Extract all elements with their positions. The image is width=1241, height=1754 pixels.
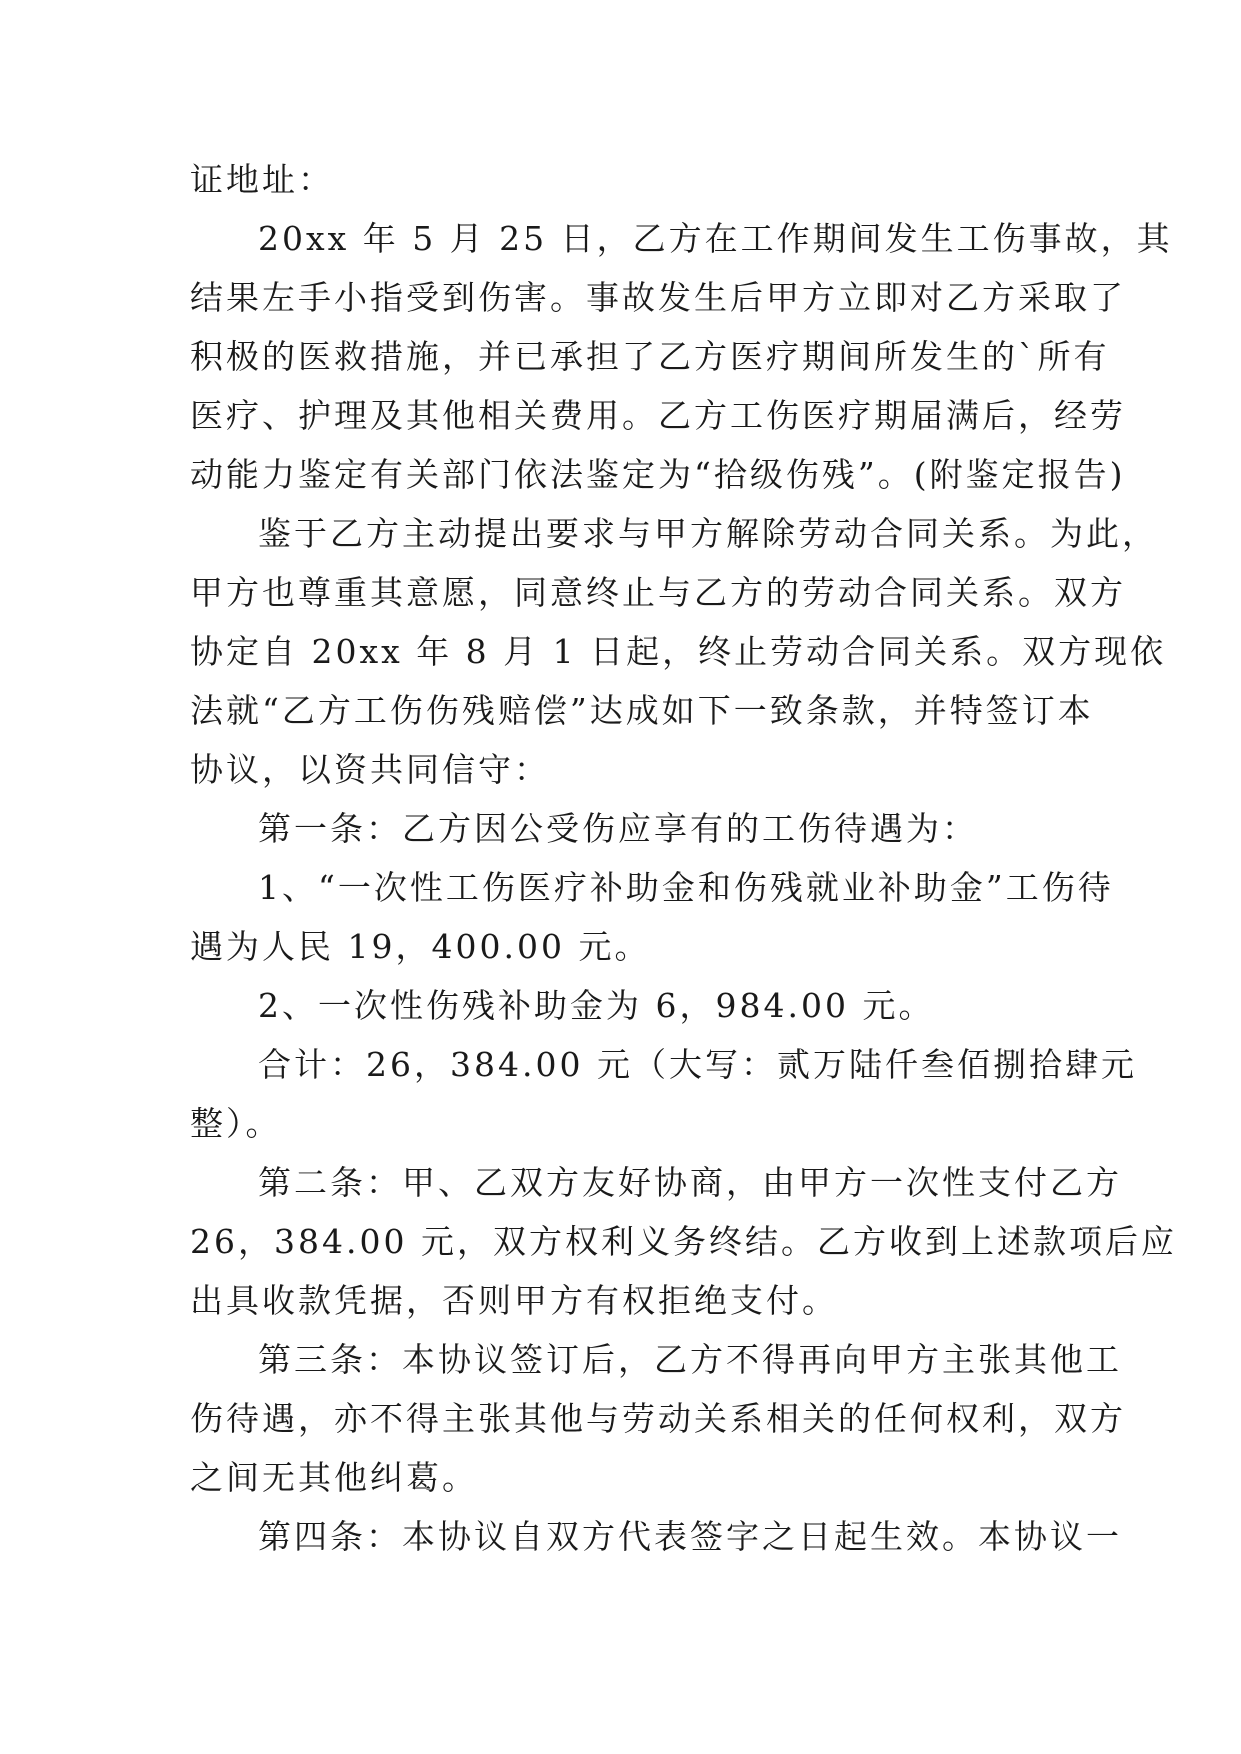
article-heading: 第二条：甲、乙双方友好协商，由甲方一次性支付乙方 (258, 1163, 1122, 1202)
text-line: 合计：26，384.00 元（大写：贰万陆仟叁佰捌拾肆元 (258, 1045, 1137, 1084)
text-line: 伤待遇，亦不得主张其他与劳动关系相关的任何权利，双方 (190, 1399, 1126, 1438)
text-line: 之间无其他纠葛。 (190, 1458, 478, 1497)
text-line: 整）。 (190, 1104, 282, 1143)
text-line: 法就“乙方工伤伤残赔偿”达成如下一致条款，并特签订本 (190, 691, 1094, 730)
article-heading: 第四条：本协议自双方代表签字之日起生效。本协议一 (258, 1517, 1122, 1556)
text-line: 甲方也尊重其意愿，同意终止与乙方的劳动合同关系。双方 (190, 573, 1126, 612)
text-line: 协议，以资共同信守： (190, 750, 550, 789)
text-line: 鉴于乙方主动提出要求与甲方解除劳动合同关系。为此， (258, 514, 1158, 553)
text-line: 出具收款凭据，否则甲方有权拒绝支付。 (190, 1281, 838, 1320)
text-line: 20xx 年 5 月 25 日，乙方在工作期间发生工伤事故，其 (258, 219, 1173, 258)
text-line: 积极的医救措施，并已承担了乙方医疗期间所发生的`所有 (190, 337, 1110, 376)
text-line: 医疗、护理及其他相关费用。乙方工伤医疗期届满后，经劳 (190, 396, 1126, 435)
text-line: 结果左手小指受到伤害。事故发生后甲方立即对乙方采取了 (190, 278, 1126, 317)
text-line: 证地址： (190, 160, 334, 199)
article-heading: 第三条：本协议签订后，乙方不得再向甲方主张其他工 (258, 1340, 1122, 1379)
text-line: 1、“一次性工伤医疗补助金和伤残就业补助金”工伤待 (258, 868, 1114, 907)
text-line: 遇为人民 19，400.00 元。 (190, 927, 651, 966)
document-body (190, 150, 1177, 1566)
text-line: 动能力鉴定有关部门依法鉴定为“拾级伤残”。(附鉴定报告) (190, 455, 1126, 494)
text-line: 2、一次性伤残补助金为 6，984.00 元。 (258, 986, 935, 1025)
text-line: 协定自 20xx 年 8 月 1 日起，终止劳动合同关系。双方现依 (190, 632, 1167, 671)
text-line: 26，384.00 元，双方权利义务终结。乙方收到上述款项后应 (190, 1222, 1177, 1261)
article-heading: 第一条：乙方因公受伤应享有的工伤待遇为： (258, 809, 978, 848)
